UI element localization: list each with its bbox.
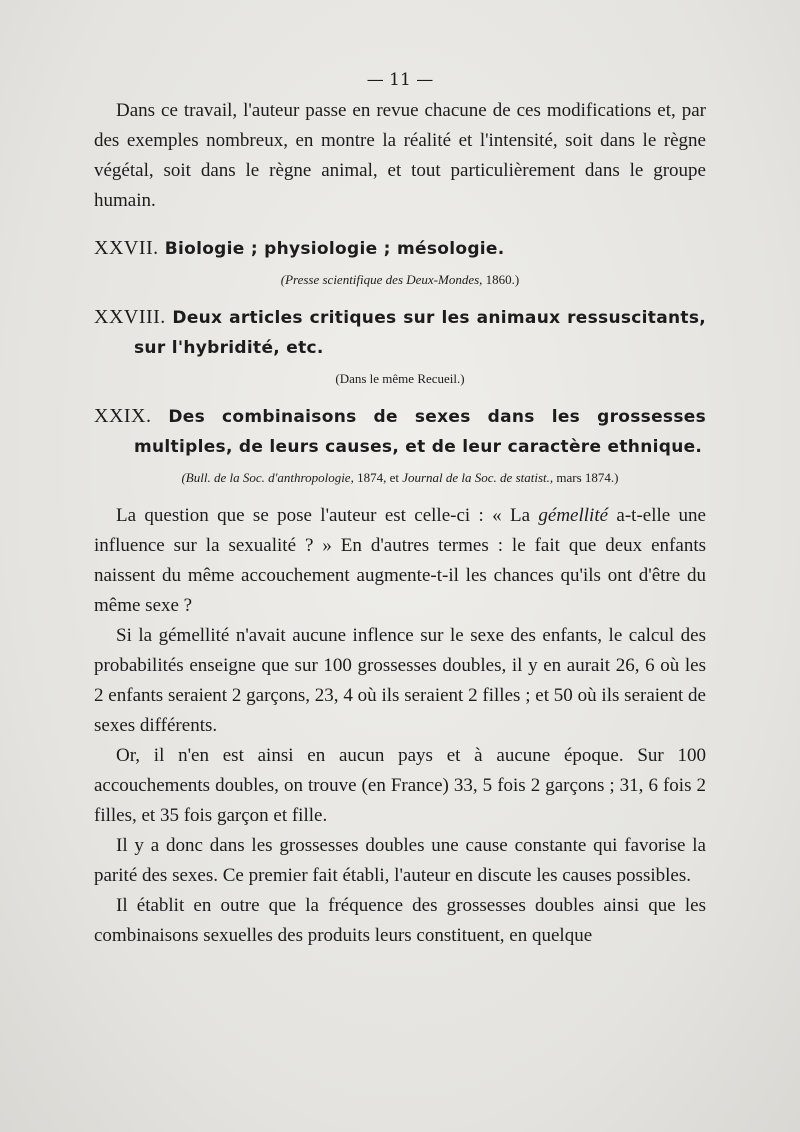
intro-paragraph: Dans ce travail, l'auteur passe en revue chacune de ces modifications et, par des exemples nombreux, en montre la réalité et l'intensité, soit dans le règne végétal, soit dans le règne animal, et tout particulièrement dans le groupe humain. (94, 100, 706, 211)
source-publication: Journal de la Soc. de statist., (402, 470, 554, 485)
entry-source: (Dans le même Recueil.) (335, 371, 465, 386)
body-paragraph: Or, il n'en est ainsi en aucun pays et à aucune époque. Sur 100 accouchements doubles, on trouve (en France) 33, 5 fois 2 garçons ; 31, 6 fois 2 filles, et 35 fois garçon et fille. (94, 745, 706, 826)
source-publication: (Bull. de la Soc. d'anthropologie, (181, 470, 354, 485)
entry-source (94, 271, 706, 289)
entry-title: Biologie ; physiologie ; mésologie. (164, 239, 505, 259)
body-paragraph: Il établit en outre que la fréquence des grossesses doubles ainsi que les combinaisons sexuelles des produits leurs constituent, en quelque (94, 895, 706, 946)
source-publication: (Presse scientifique des Deux-Mondes, (280, 272, 483, 287)
body-paragraph (94, 501, 706, 621)
entry-numeral: XXIX. (94, 405, 152, 427)
paragraph-text: La question que se pose l'auteur est celle-ci : « La (116, 505, 539, 526)
entry-title: Des combinaisons de sexes dans les grossesses multiples, de leurs causes, et de leur caractère ethnique. (134, 407, 706, 457)
entry-numeral: XXVIII. (94, 306, 166, 328)
emphasis-term: gémellité (538, 505, 609, 526)
page-number: — 11 — (366, 70, 434, 90)
entry-title: Deux articles critiques sur les animaux ressuscitants, sur l'hybridité, etc. (134, 308, 707, 358)
entry-numeral: XXVII. (94, 237, 159, 259)
page-content (94, 96, 706, 951)
paragraph-text: a-t-elle une influence sur la sexualité ? » En d'autres termes : le fait que deux enfants naissent du même accouchement augmente-t-il les chances qu'ils ont d'être du même sexe ? (94, 505, 706, 616)
entry-xxvii (94, 234, 706, 264)
entry-source (94, 469, 706, 487)
entry-xxix (94, 402, 706, 462)
body-paragraph: Si la gémellité n'avait aucune inflence sur le sexe des enfants, le calcul des probabilités enseigne que sur 100 grossesses doubles, il y en aurait 26, 6 où les 2 enfants seraient 2 garçons, 23, 4 où ils seraient 2 filles ; et 50 où ils seraient de sexes différents. (94, 625, 706, 736)
body-paragraph: Il y a donc dans les grossesses doubles une cause constante qui favorise la parité des sexes. Ce premier fait établi, l'auteur en discute les causes possibles. (94, 835, 706, 886)
source-text: mars 1874.) (556, 470, 619, 485)
entry-xxviii (94, 303, 706, 363)
source-text: 1874, et (357, 470, 399, 485)
source-year: 1860.) (485, 272, 520, 287)
